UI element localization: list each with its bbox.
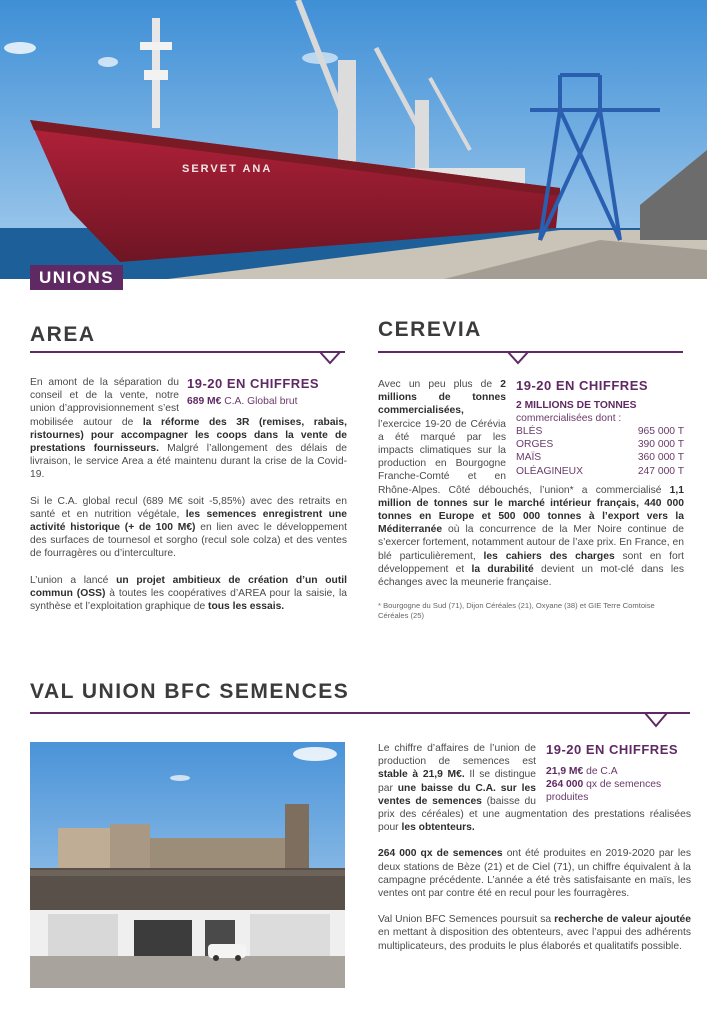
text-run: Malgré l’allongement des délais de livraison, le service Area a été maintenu durant la crise de la Covid-19. [30,443,348,481]
grain-name: ORGES [516,439,554,451]
text-run: En amont de la séparation du conseil et de la vente, notre union d’approvisionnement s’est mobilisée autour de [30,377,179,428]
warehouse-illustration [30,742,345,988]
area-paragraph-3 [30,574,347,614]
area-kf-text: C.A. Global brut [224,396,298,407]
area-kf-title: 19-20 EN CHIFFRES [187,376,320,391]
area-paragraph-2 [30,495,347,561]
val-title: VAL UNION BFC SEMENCES [30,680,350,703]
text-run-bold: les semences enregistrent une activité historique (+ de 100 M€) [30,508,347,534]
area-body [30,376,347,613]
grain-name: OLÉAGINEUX [516,465,583,477]
text-run: en lien avec le développement des surfaces de tournesol et sorgho (recul sole colza) et des ventes de fourragères ou d’interculture. [30,522,347,560]
area-title: AREA [30,323,96,346]
cerevia-grain-table [516,425,684,478]
cerevia-body [378,378,684,621]
text-run-bold: les cahiers des charges [483,550,615,562]
warehouse-photo [30,742,345,988]
val-kf-1-value: 21,9 M€ [546,766,584,777]
text-run: L’union a lancé [30,574,117,586]
val-paragraph-3 [378,913,691,953]
area-kf-value: 689 M€ [187,396,222,407]
section-label-unions: UNIONS [30,265,123,290]
grain-row [516,438,684,451]
val-kf-2-value: 264 000 [546,779,584,790]
text-run: où la concurrence de la Mer Noire continue de s’exercer fortement, notamment autour de l’axe prix. En France, en blé particulièrement, [378,524,684,562]
text-run-bold: 2 millions de tonnes commercialisées, [378,379,506,417]
text-run-bold: un projet ambitieux de création d’un outil commun (OSS) [30,574,347,599]
hero-photo-cargo-ship [0,0,707,280]
cerevia-title-rule [378,350,683,366]
cerevia-kf-title: 19-20 EN CHIFFRES [516,378,649,393]
text-run: Le chiffre d’affaires de l’union de production de semences est [378,743,536,768]
grain-value: 360 000 T [637,452,684,464]
area-kf-line [187,395,347,408]
val-kf-1-text: de C.A [586,766,618,777]
text-run: Il se distingue par [378,769,537,794]
text-run-bold: tous les essais. [208,601,285,613]
text-run: Si le C.A. global recul (689 M€ soit -5,85%) avec des retraits en santé et en nutrition végétale, [30,495,347,520]
ship-name: SERVET ANA [182,163,273,175]
text-run-bold: une baisse du C.A. sur les ventes de semences [378,782,536,807]
grain-value: 965 000 T [637,426,684,437]
text-run-bold: 264 000 qx de semences [378,848,503,860]
val-body [378,742,691,953]
text-run: à toutes les coopératives d’AREA pour la saisie, la synthèse et l’exploitation graphique de [30,587,347,613]
text-run-bold: stable à 21,9 M€. [378,769,465,781]
grain-name: MAÏS [516,452,542,464]
grain-row [516,465,684,478]
cerevia-key-figures [516,378,684,478]
text-run: ont été produites en 2019-2020 par les deux stations de Bèze (21) et de Ciel (71), un chiffre équivalent à la campagne précédente. L’année a été très satisfaisante en maïs, les ventes ont par contre été en recul pour les fourragères. [378,848,691,900]
area-title-rule [30,350,345,366]
val-title-rule [30,710,690,730]
grain-row [516,451,684,464]
text-run-bold: 1,1 million de tonnes sur le marché intérieur français, 440 000 tonnes en Europe et 500 000 tonnes à l’export vers la Méditerranée [378,484,684,536]
grain-name: BLÉS [516,426,543,437]
cerevia-title: CEREVIA [378,318,482,341]
text-run: Avec un peu plus de [378,379,501,390]
val-paragraph-2 [378,847,691,900]
text-run-bold: recherche de valeur ajoutée [554,914,691,926]
text-run: Val Union BFC Semences poursuit sa [378,914,555,926]
text-run: l’exercice 19-20 de Cérévia a été marqué par les impacts climatiques sur la production en Bourgogne Franche-Comté et en Rhône-Alpes. Côté débouchés, l’union* a commercialisé [378,418,670,496]
cerevia-kf-sub2: commercialisées dont : [516,413,622,424]
text-run-bold: la réforme des 3R (remises, rabais, ristournes) pour accompagner les coops dans la vente de prestations fournisseurs. [30,416,347,455]
text-run: sont en fort développement et [378,550,684,575]
val-kf-2-text: qx de semences produites [546,779,662,803]
cerevia-kf-sub: 2 MILLIONS DE TONNES [516,400,637,411]
area-key-figures [187,376,347,407]
text-run: en mettant à disposition des obtenteurs, avec l’appui des adhérents multiplicateurs, des produits le plus élaborés et qualitatifs possible. [378,927,691,952]
grain-value: 390 000 T [637,439,684,451]
grain-value: 247 000 T [637,465,684,477]
val-kf-1 [546,765,691,778]
val-kf-2 [546,778,691,804]
text-run: devient un mot-clé dans les échanges avec la meunerie française. [378,563,684,589]
cerevia-footnote: * Bourgogne du Sud (71), Dijon Céréales (21), Oxyane (38) et GIE Terre Comtoise Céréales (25) [378,601,655,621]
val-key-figures [546,742,691,804]
text-run: (baisse du prix des céréales) et une augmentation des prestations réalisées pour [378,795,691,834]
val-kf-title: 19-20 EN CHIFFRES [546,742,679,757]
hero-illustration [0,0,707,280]
text-run-bold: la durabilité [471,563,534,575]
text-run-bold: les obtenteurs. [401,822,475,834]
grain-row [516,425,684,438]
